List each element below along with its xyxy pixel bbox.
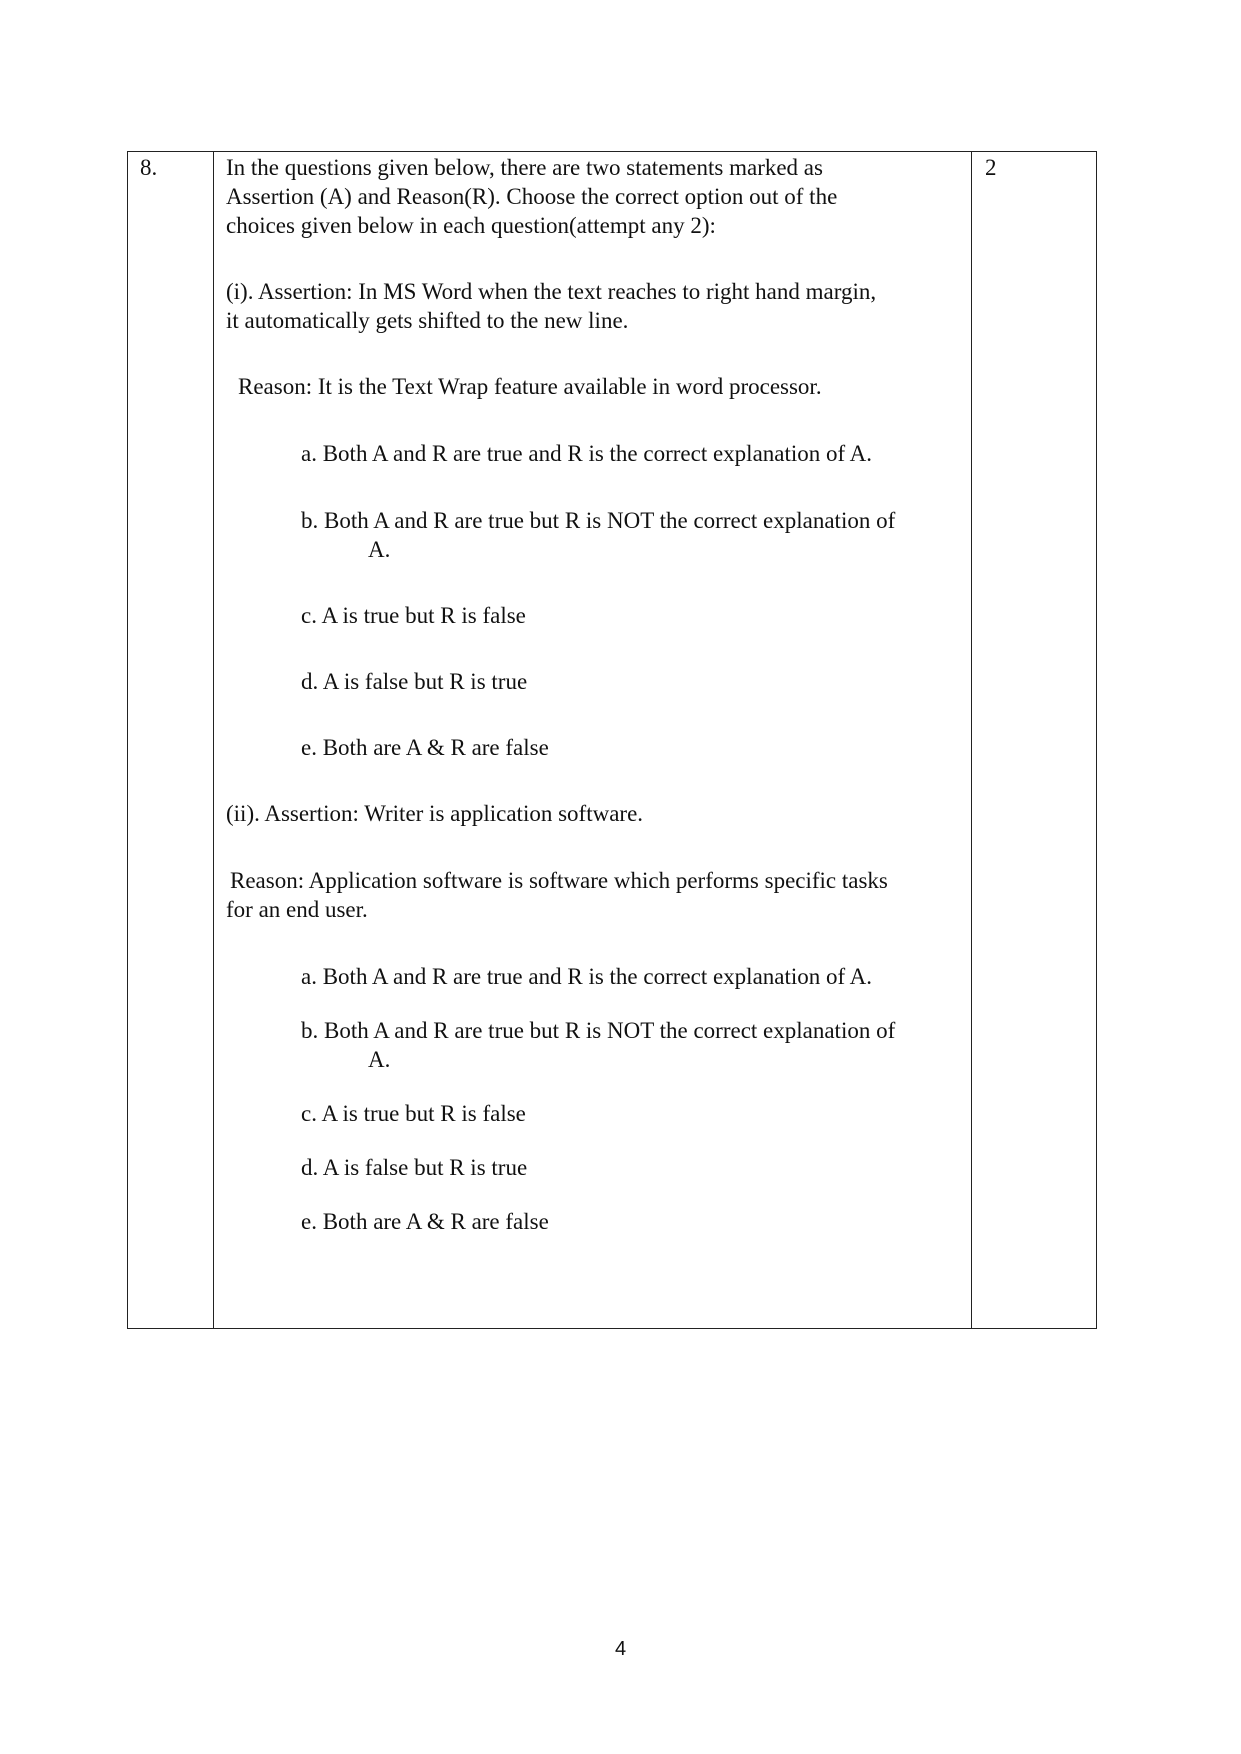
- page-number: 4: [614, 1638, 627, 1660]
- part2-reason-line-2: for an end user.: [226, 897, 368, 922]
- part2-option-e: e. Both are A & R are false: [301, 1209, 549, 1234]
- part2-option-a: a. Both A and R are true and R is the correct explanation of A.: [301, 964, 873, 989]
- question-number: 8.: [140, 155, 158, 180]
- part1-reason: Reason: It is the Text Wrap feature available in word processor.: [238, 374, 822, 399]
- part1-option-c: c. A is true but R is false: [301, 603, 526, 628]
- intro-line-3: choices given below in each question(attempt any 2):: [226, 213, 716, 238]
- part1-option-b-line-2: A.: [368, 537, 391, 562]
- part1-option-b-line-1: b. Both A and R are true but R is NOT the correct explanation of: [301, 508, 896, 533]
- column-divider-number: [213, 152, 214, 1328]
- part2-option-d: d. A is false but R is true: [301, 1155, 528, 1180]
- intro-line-2: Assertion (A) and Reason(R). Choose the correct option out of the: [226, 184, 838, 209]
- column-divider-marks: [971, 152, 972, 1328]
- question-table: [127, 151, 1097, 1329]
- part1-option-d: d. A is false but R is true: [301, 669, 528, 694]
- part2-reason-line-1: Reason: Application software is software which performs specific tasks: [230, 868, 888, 893]
- part1-assertion-line-1: (i). Assertion: In MS Word when the text reaches to right hand margin,: [226, 279, 877, 304]
- part1-assertion-line-2: it automatically gets shifted to the new line.: [226, 308, 629, 333]
- part2-assertion: (ii). Assertion: Writer is application software.: [226, 801, 644, 826]
- part1-option-e: e. Both are A & R are false: [301, 735, 549, 760]
- part2-option-b-line-1: b. Both A and R are true but R is NOT the correct explanation of: [301, 1018, 896, 1043]
- part2-option-c: c. A is true but R is false: [301, 1101, 526, 1126]
- marks: 2: [985, 155, 997, 180]
- part2-option-b-line-2: A.: [368, 1047, 391, 1072]
- part1-option-a: a. Both A and R are true and R is the correct explanation of A.: [301, 441, 873, 466]
- intro-line-1: In the questions given below, there are two statements marked as: [226, 155, 823, 180]
